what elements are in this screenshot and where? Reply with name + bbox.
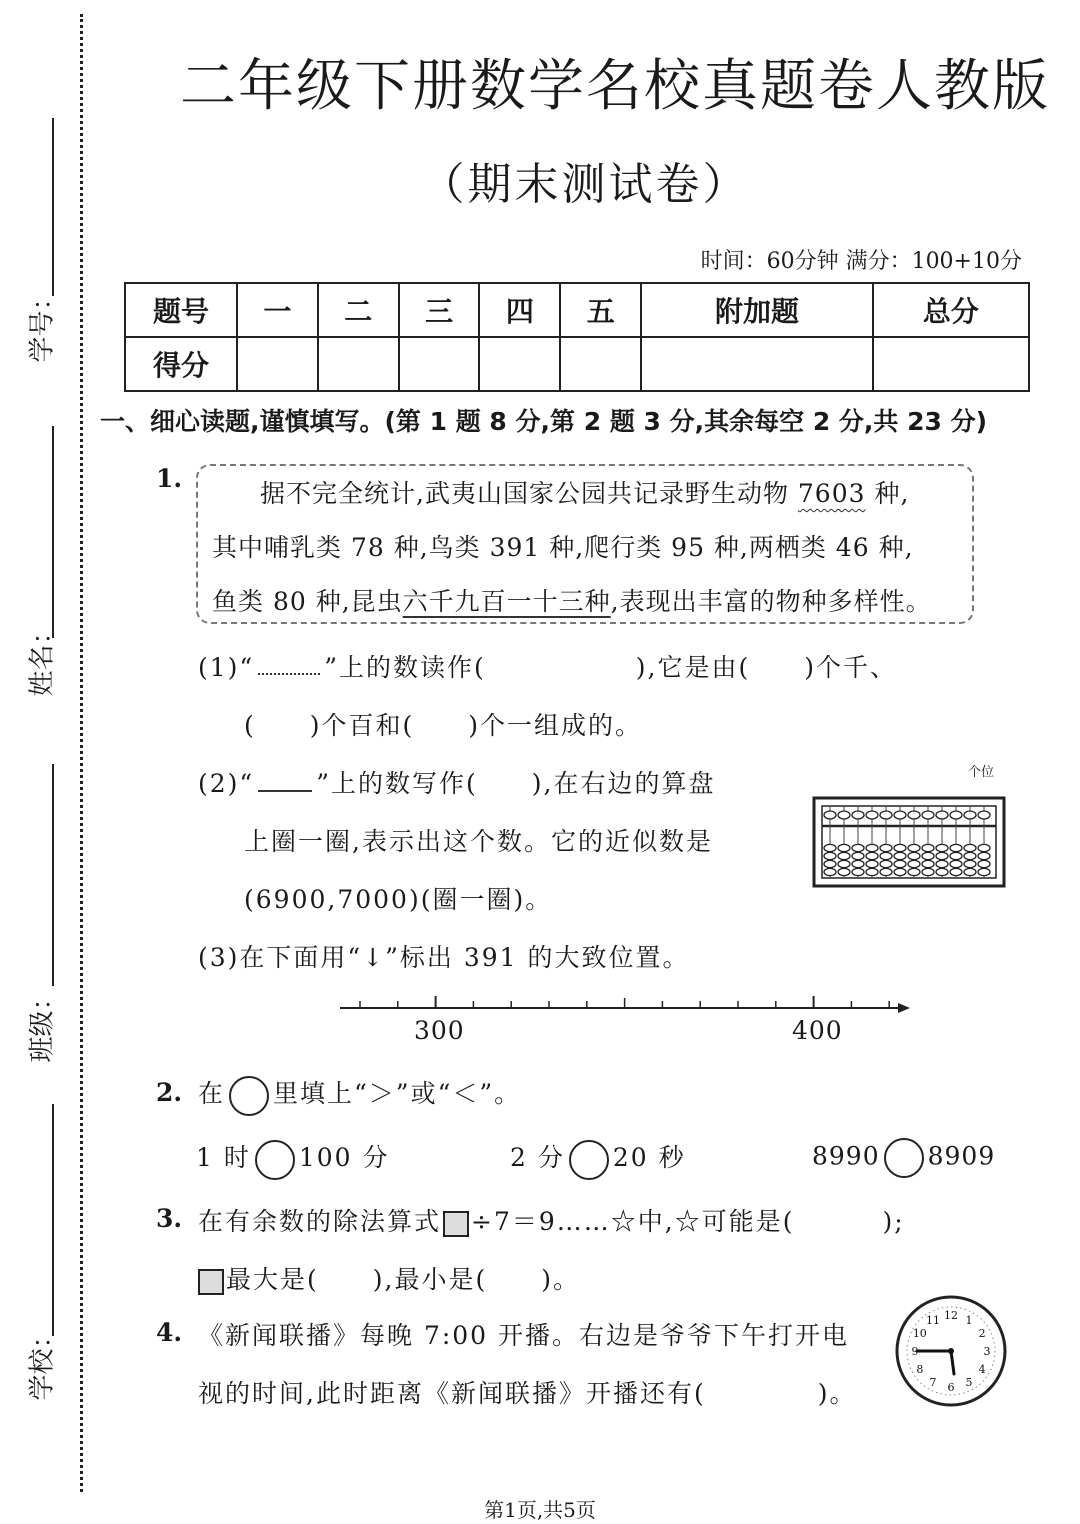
underline-blank-mark [258,768,312,792]
q-text: ”上的数读作( [324,653,486,682]
clock-number: 11 [926,1313,940,1327]
q3-line1 [198,1202,905,1238]
table-header-cell: 四 [479,283,560,337]
score-table-header-row [125,283,1029,337]
q-text: (1)“ [198,653,255,682]
abacus-bead[interactable] [922,844,934,851]
abacus-bead[interactable] [824,852,836,859]
abacus-bead[interactable] [908,811,920,819]
q-text: ),最小是( [372,1265,488,1294]
q-text: )。 [541,1265,580,1294]
abacus-bead[interactable] [838,852,850,859]
q-text: ),它是由( [635,653,751,682]
q-text: )个百和( [309,711,415,740]
abacus-bead[interactable] [852,868,864,875]
abacus-bead[interactable] [880,868,892,875]
abacus-bead[interactable] [838,844,850,851]
q2-item [196,1138,390,1180]
abacus-bead[interactable] [894,860,906,867]
abacus-bead[interactable] [824,811,836,819]
q-text: 视的时间,此时距离《新闻联播》开播还有( [198,1379,706,1408]
abacus-bead[interactable] [852,852,864,859]
clock-number: 9 [911,1345,919,1358]
passage-text: 种, [865,479,910,508]
q-text: ( [244,711,256,740]
abacus-bead[interactable] [852,844,864,851]
passage-line-2: 其中哺乳类 78 种,鸟类 391 种,爬行类 95 种,两栖类 46 种, [212,533,914,562]
q2-item [812,1138,995,1178]
table-header-cell: 二 [318,283,399,337]
q1-part2-line3: (6900,7000)(圈一圈)。 [244,885,553,914]
q-text: ”上的数写作( [316,769,478,798]
clock-number: 3 [983,1345,991,1358]
passage-text: ,表现出丰富的物种多样性。 [610,587,932,616]
clock-number: 6 [947,1381,955,1394]
q4-line2 [198,1374,856,1410]
name-line [52,426,54,638]
class-line [52,764,54,986]
q-text: )。 [817,1379,857,1408]
question-1-number: 1. [156,464,183,493]
q2-instruction [198,1074,521,1116]
abacus-bead[interactable] [824,844,836,851]
question-4-number: 4. [156,1318,183,1347]
abacus-bead[interactable] [964,860,976,867]
score-table [124,282,1030,392]
q1-part2-line2: 上圈一圈,表示出这个数。它的近似数是 [244,827,713,856]
abacus-bead[interactable] [866,860,878,867]
q-text: (2)“ [198,769,255,798]
page-subtitle: （期末测试卷） [420,159,750,210]
abacus-bead[interactable] [936,852,948,859]
abacus-bead[interactable] [838,811,850,819]
q3-line2 [196,1260,580,1296]
q-text: )个千、 [804,653,897,682]
compare-circle[interactable] [569,1140,609,1180]
table-header-cell: 一 [237,283,318,337]
circle-icon [229,1076,269,1116]
name-label: 姓名： [27,618,58,697]
abacus-bead[interactable] [866,844,878,851]
binding-dotted-line [80,14,83,1492]
clock-number: 2 [978,1327,986,1340]
question-2-number: 2. [156,1078,183,1107]
abacus-bead[interactable] [908,852,920,859]
passage-text: 鱼类 80 种,昆虫 [212,587,403,616]
abacus-ones-label: 个位 [967,765,994,780]
score-cell[interactable] [479,337,560,391]
abacus-bead[interactable] [852,811,864,819]
q-text: ); [882,1207,905,1236]
class-label: 班级： [27,984,58,1063]
abacus-bead[interactable] [894,868,906,875]
student-id-line [52,118,54,296]
q-text: )个一组成的。 [468,711,643,740]
abacus-bead[interactable] [936,844,948,851]
q-text: 在 [198,1079,226,1108]
q1-part3: (3)在下面用“↓”标出 391 的大致位置。 [198,943,690,972]
abacus-bead[interactable] [950,811,962,819]
abacus-bead[interactable] [936,860,948,867]
abacus-bead[interactable] [922,868,934,875]
underlined-number: 六千九百一十三种 [402,587,611,616]
abacus-bead[interactable] [950,868,962,875]
abacus-bead[interactable] [894,852,906,859]
q2-item [510,1138,686,1180]
passage-text: 据不完全统计,武夷山国家公园共记录野生动物 [260,479,798,508]
question-1-passage [196,464,974,624]
q-text: 20 秒 [612,1143,686,1172]
abacus-bead[interactable] [964,811,976,819]
table-header-cell: 总分 [873,283,1029,337]
school-label: 学校： [27,1322,58,1401]
section-1-heading: 一、细心读题,谨慎填写。(第 1 题 8 分,第 2 题 3 分,其余每空 2 分,共 23 分) [100,407,988,436]
number-line-label-400: 400 [792,1016,843,1045]
clock-number: 1 [965,1313,973,1327]
abacus-bead[interactable] [978,844,990,851]
number-line-label-300: 300 [414,1016,465,1045]
abacus-bead[interactable] [838,868,850,875]
score-cell[interactable] [318,337,399,391]
abacus-bead[interactable] [950,844,962,851]
abacus-bead[interactable] [908,860,920,867]
square-icon [443,1211,469,1237]
abacus-bead[interactable] [936,868,948,875]
page-title: 二年级下册数学名校真题卷人教版 [180,54,1050,119]
score-cell[interactable] [237,337,318,391]
page-footer: 第1页,共5页 [484,1498,596,1522]
q1-part1-line1 [198,648,897,684]
q-text: ÷7＝9……☆中,☆可能是( [471,1207,795,1236]
passage-line-3 [212,582,932,618]
q1-part2-line1 [198,764,715,800]
abacus-bead[interactable] [922,852,934,859]
clock-icon [894,1294,1008,1408]
abacus-bead[interactable] [922,860,934,867]
table-header-cell: 三 [399,283,480,337]
score-cell[interactable] [560,337,641,391]
passage-line-1 [260,474,909,510]
abacus-bead[interactable] [908,868,920,875]
abacus-bead[interactable] [824,868,836,875]
score-cell[interactable] [873,337,1029,391]
table-header-cell: 题号 [125,283,237,337]
square-icon [198,1269,224,1295]
q-text: 最大是( [226,1265,319,1294]
abacus-bead[interactable] [880,860,892,867]
q-text: 在有余数的除法算式 [198,1207,442,1236]
clock-number: 12 [944,1309,958,1322]
q-text: 8990 [812,1141,880,1171]
abacus-bead[interactable] [880,844,892,851]
abacus-bead[interactable] [852,860,864,867]
abacus-bead[interactable] [922,811,934,819]
table-header-cell: 五 [560,283,641,337]
abacus-bead[interactable] [978,852,990,859]
q1-part1-line2 [244,706,642,742]
compare-circle[interactable] [884,1138,924,1178]
abacus-bead[interactable] [978,860,990,867]
abacus-bead[interactable] [978,868,990,875]
wavy-number: 7603 [797,479,866,508]
abacus-bead[interactable] [866,868,878,875]
student-id-label: 学号： [27,284,58,363]
question-3-number: 3. [156,1204,183,1233]
q-text: 1 时 [196,1143,251,1172]
score-cell[interactable] [399,337,480,391]
abacus-bead[interactable] [936,811,948,819]
abacus-bead[interactable] [866,852,878,859]
abacus-bead[interactable] [964,852,976,859]
abacus[interactable] [812,796,1006,888]
abacus-bead[interactable] [880,852,892,859]
clock-number: 7 [929,1376,937,1390]
table-header-cell: 附加题 [641,283,873,337]
score-row-label: 得分 [125,337,237,391]
abacus-bead[interactable] [880,811,892,819]
q-text: ),在右边的算盘 [531,769,716,798]
exam-meta: 时间：60分钟 满分：100+10分 [700,249,1022,274]
abacus-bead[interactable] [978,811,990,819]
clock-number: 8 [916,1363,924,1376]
abacus-bead[interactable] [950,860,962,867]
abacus-bead[interactable] [894,844,906,851]
abacus-bead[interactable] [964,844,976,851]
abacus-bead[interactable] [866,811,878,819]
q-text: 里填上“＞”或“＜”。 [273,1079,522,1108]
compare-circle[interactable] [255,1140,295,1180]
clock-number: 4 [978,1363,986,1376]
q-text: 8909 [927,1141,996,1171]
school-line [52,1104,54,1336]
clock-number: 10 [912,1327,927,1340]
score-table-score-row [125,337,1029,391]
score-cell[interactable] [641,337,873,391]
abacus-bead[interactable] [894,811,906,819]
abacus-bead[interactable] [964,868,976,875]
q4-line1: 《新闻联播》每晚 7:00 开播。右边是爷爷下午打开电 [198,1321,850,1350]
abacus-bead[interactable] [838,860,850,867]
clock-number: 5 [965,1376,973,1390]
abacus-bead[interactable] [950,852,962,859]
q-text: 2 分 [510,1143,565,1172]
abacus-bead[interactable] [908,844,920,851]
abacus-bead[interactable] [824,860,836,867]
q-text: 100 分 [298,1143,390,1172]
wavy-blank-mark [258,665,320,675]
